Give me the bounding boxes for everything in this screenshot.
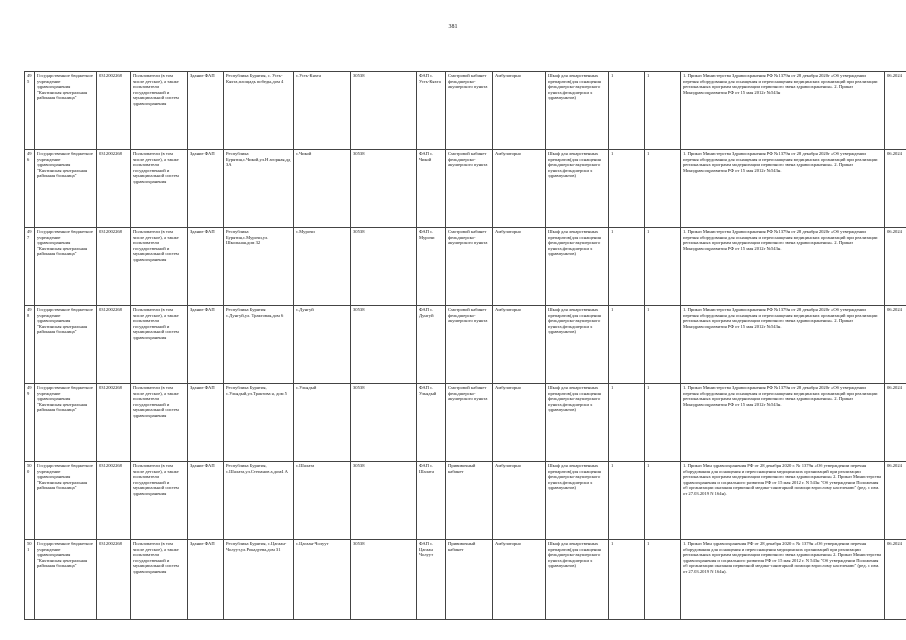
cell-oktmo-code: 30538: [351, 150, 417, 228]
cell-locality: с.Дунгуй: [294, 306, 351, 384]
cell-room-type: Прививочный кабинет: [446, 462, 493, 540]
cell-equipment-name: Шкаф для лекарственных препаратов(для оснащения фельдшерско-акушерского пункта,фельдшерски х здравпунктов): [546, 306, 609, 384]
cell-fap-name: ФАП с. Цагаан Чолуут: [417, 540, 446, 620]
cell-equipment-name: Шкаф для лекарственных препаратов(для оснащения фельдшерско-акушерского пункта,фельдшерски х здравпунктов): [546, 228, 609, 306]
cell-quantity-required: 1: [609, 462, 645, 540]
cell-service-population: Пользователи (в том числе детское), а также пользователи государственной и муниципальной систем здравоохранения: [131, 540, 188, 620]
cell-oktmo-code: 30538: [351, 72, 417, 150]
cell-address: Республика Бурятия с.Дунгуй,ул. Трактовая,дом 6: [224, 306, 294, 384]
cell-service-population: Пользователи (в том числе детское), а также пользователи государственной и муниципальной систем здравоохранения: [131, 306, 188, 384]
cell-row-number: 499: [25, 384, 35, 462]
cell-row-number: 498: [25, 306, 35, 384]
cell-equipment-name: Шкаф для лекарственных препаратов(для оснащения фельдшерско-акушерского пункта,фельдшерски х здравпунктов): [546, 540, 609, 620]
cell-fap-name: ФАП с. Усть-Кяхта: [417, 72, 446, 150]
cell-building-type: Здание ФАП: [188, 228, 224, 306]
cell-delivery-date: 06.2024: [885, 72, 906, 150]
cell-locality: с.Усть-Кяхта: [294, 72, 351, 150]
cell-address: Республика Бурятия, с.Шалата,ул.Степанов а,дом4 А: [224, 462, 294, 540]
cell-care-type: Амбулаторно: [493, 150, 546, 228]
cell-quantity-planned: 1: [645, 228, 681, 306]
cell-locality: с.Мурочи: [294, 228, 351, 306]
cell-care-type: Амбулаторно: [493, 384, 546, 462]
cell-legal-basis: 1. Приказ Министерства Здравоохранения РФ №1379н от 28 декабря 2020г «Об утверждении перечня оборудования для оснащения и переоснащения медицинских организаций при реализации региональных программ модернизации первичного звена здравоохранения». 2. Приказ Минздравсоцразвития РФ от 15 мая 2012г №543н.: [681, 228, 885, 306]
cell-legal-basis: 1. Приказ Министерства Здравоохранения РФ №1379н от 28 декабря 2020г «Об утверждении перечня оборудования для оснащения и переоснащения медицинских организаций при реализации региональных программ модернизации первичного звена здравоохранения». 2. Приказ Минздравсоцразвития РФ от 15 мая 2012г №543н: [681, 72, 885, 150]
cell-fap-name: ФАП с. Дунгуй: [417, 306, 446, 384]
table-row: [25, 228, 906, 306]
cell-oktmo-code: 30538: [351, 228, 417, 306]
cell-address: Республика Бурятия, с.Цагаан-Чолуут,ул.Рокадуева,дом 31: [224, 540, 294, 620]
cell-delivery-date: 06.2024: [885, 306, 906, 384]
cell-locality: с.Ульядый: [294, 384, 351, 462]
cell-quantity-planned: 1: [645, 540, 681, 620]
cell-service-population: Пользователи (в том числе детское), а также пользователи государственной и муниципальной систем здравоохранения: [131, 228, 188, 306]
table-row: [25, 540, 906, 620]
equipment-register-table: [24, 71, 906, 620]
cell-building-type: Здание ФАП: [188, 72, 224, 150]
cell-locality: с.Шалата: [294, 462, 351, 540]
cell-row-number: 497: [25, 228, 35, 306]
cell-care-type: Амбулаторно: [493, 462, 546, 540]
cell-service-population: Пользователи (в том числе детское), а также пользователи государственной и муниципальной систем здравоохранения: [131, 384, 188, 462]
cell-row-number: 496: [25, 150, 35, 228]
cell-address: Республика Бурятия,с.Чикой,ул.Н агорная,дд 3А: [224, 150, 294, 228]
cell-organization-name: Государственное бюджетное учреждение здравоохранения "Кяхтинская центральная районная больница": [35, 72, 97, 150]
cell-fap-name: ФАП с. Шалата: [417, 462, 446, 540]
cell-legal-basis: 1. Приказ Министерства Здравоохранения РФ №1379н от 28 декабря 2020г «Об утверждении перечня оборудования для оснащения и переоснащения медицинских организаций при реализации региональных программ модернизации первичного звена здравоохранения». 2. Приказ Минздравсоцразвития РФ от 15 мая 2012г №543н.: [681, 384, 885, 462]
cell-building-type: Здание ФАП: [188, 540, 224, 620]
cell-quantity-required: 1: [609, 150, 645, 228]
cell-quantity-required: 1: [609, 72, 645, 150]
cell-delivery-date: 06.2024: [885, 150, 906, 228]
cell-organization-code: 0312002268: [97, 228, 131, 306]
cell-row-number: 495: [25, 72, 35, 150]
cell-room-type: Смотровой кабинет фельдшерско-акушерского пункта: [446, 72, 493, 150]
cell-address: Республика Бурятия, с. Усть-Кяхта,площадь победы,дом 4: [224, 72, 294, 150]
table-row: [25, 150, 906, 228]
table-row: [25, 384, 906, 462]
cell-room-type: Прививочный кабинет: [446, 540, 493, 620]
cell-fap-name: ФАП с. Ульядый: [417, 384, 446, 462]
cell-room-type: Смотровой кабинет фельдшерско-акушерского пункта: [446, 384, 493, 462]
cell-quantity-required: 1: [609, 306, 645, 384]
cell-building-type: Здание ФАП: [188, 150, 224, 228]
table-row: [25, 72, 906, 150]
cell-oktmo-code: 30538: [351, 540, 417, 620]
cell-building-type: Здание ФАП: [188, 462, 224, 540]
cell-delivery-date: 06.2024: [885, 462, 906, 540]
cell-organization-name: Государственное бюджетное учреждение здравоохранения "Кяхтинская центральная районная больница": [35, 150, 97, 228]
cell-legal-basis: 1. Приказ Мин здравоохранения РФ от 28 декабря 2020 г. № 1379н «Об утверждении перечня оборудования для оснащения и переоснащения медицинских организаций при реализации региональных программ модернизации первичного звена здравоохранения» 2. Приказ Министерства здравоохранения и социального развития РФ от 15 мая 2012 г. N 543н "Об утверждении Положения об организации оказания первичной медико-санитарной помощи взрослому населению" (ред. с изм. от 27.03.2019 N 164н).: [681, 462, 885, 540]
cell-care-type: Амбулаторно: [493, 228, 546, 306]
cell-oktmo-code: 30538: [351, 306, 417, 384]
cell-fap-name: ФАП с. Чикой: [417, 150, 446, 228]
cell-organization-code: 0312002268: [97, 384, 131, 462]
cell-organization-code: 0312002268: [97, 306, 131, 384]
cell-locality: с.Чикой: [294, 150, 351, 228]
cell-address: Республика Бурятия,с.Мурочи,ул. Школьная,дом 32: [224, 228, 294, 306]
cell-locality: с.Цагаан-Чолуут: [294, 540, 351, 620]
cell-legal-basis: 1. Приказ Мин здравоохранения РФ от 28 декабря 2020 г. № 1379н «Об утверждении перечня оборудования для оснащения и переоснащения медицинских организаций при реализации региональных программ модернизации первичного звена здравоохранения» 2. Приказ Министерства здравоохранения и социального развития РФ от 15 мая 2012 г. N 543н "Об утверждении Положения об организации оказания первичной медико-санитарной помощи взрослому населению" (ред. с изм. от 27.03.2019 N 164н).: [681, 540, 885, 620]
cell-room-type: Смотровой кабинет фельдшерско-акушерского пункта: [446, 306, 493, 384]
page-number: 381: [448, 24, 458, 30]
cell-equipment-name: Шкаф для лекарственных препаратов(для оснащения фельдшерско-акушерского пункта,фельдшерски х здравпунктов): [546, 72, 609, 150]
cell-quantity-required: 1: [609, 384, 645, 462]
cell-service-population: Пользователи (в том числе детское), а также пользователи государственной и муниципальной систем здравоохранения: [131, 150, 188, 228]
cell-building-type: Здание ФАП: [188, 384, 224, 462]
cell-building-type: Здание ФАП: [188, 306, 224, 384]
cell-quantity-required: 1: [609, 228, 645, 306]
cell-row-number: 500: [25, 462, 35, 540]
cell-row-number: 501: [25, 540, 35, 620]
cell-organization-name: Государственное бюджетное учреждение здравоохранения "Кяхтинская центральная районная больница": [35, 384, 97, 462]
cell-organization-name: Государственное бюджетное учреждение здравоохранения "Кяхтинская центральная районная больница": [35, 228, 97, 306]
cell-organization-name: Государственное бюджетное учреждение здравоохранения "Кяхтинская центральная районная больница": [35, 540, 97, 620]
cell-delivery-date: 06.2024: [885, 540, 906, 620]
cell-quantity-planned: 1: [645, 462, 681, 540]
cell-delivery-date: 06.2024: [885, 384, 906, 462]
cell-equipment-name: Шкаф для лекарственных препаратов(для оснащения фельдшерско-акушерского пункта,фельдшерски х здравпунктов): [546, 462, 609, 540]
cell-organization-code: 0312002268: [97, 150, 131, 228]
cell-legal-basis: 1. Приказ Министерства Здравоохранения РФ №1379н от 28 декабря 2020г «Об утверждении перечня оборудования для оснащения и переоснащения медицинских организаций при реализации региональных программ модернизации первичного звена здравоохранения». 2. Приказ Минздравсоцразвития РФ от 15 мая 2012г №543н.: [681, 306, 885, 384]
cell-organization-name: Государственное бюджетное учреждение здравоохранения "Кяхтинская центральная районная больница": [35, 306, 97, 384]
cell-address: Республика Бурятия, с.Ульядый,ул.Трактова я, дом 5: [224, 384, 294, 462]
register-body: [25, 72, 906, 620]
table-row: [25, 462, 906, 540]
cell-quantity-required: 1: [609, 540, 645, 620]
cell-quantity-planned: 1: [645, 384, 681, 462]
cell-organization-code: 0312002268: [97, 462, 131, 540]
cell-organization-code: 0312002268: [97, 540, 131, 620]
cell-fap-name: ФАП с. Мурочи: [417, 228, 446, 306]
cell-quantity-planned: 1: [645, 72, 681, 150]
cell-organization-code: 0312002268: [97, 72, 131, 150]
cell-service-population: Пользователи (в том числе детское), а также пользователи государственной и муниципальной систем здравоохранения: [131, 72, 188, 150]
cell-delivery-date: 06.2024: [885, 228, 906, 306]
cell-organization-name: Государственное бюджетное учреждение здравоохранения "Кяхтинская центральная районная больница": [35, 462, 97, 540]
cell-care-type: Амбулаторно: [493, 72, 546, 150]
cell-care-type: Амбулаторно: [493, 306, 546, 384]
cell-oktmo-code: 30538: [351, 384, 417, 462]
cell-equipment-name: Шкаф для лекарственных препаратов(для оснащения фельдшерско-акушерского пункта,фельдшерски х здравпунктов): [546, 384, 609, 462]
cell-legal-basis: 1. Приказ Министерства Здравоохранения РФ №1379н от 28 декабря 2020г «Об утверждении перечня оборудования для оснащения и переоснащения медицинских организаций при реализации региональных программ модернизации первичного звена здравоохранения». 2. Приказ Минздравсоцразвития РФ от 15 мая 2012г №543н.: [681, 150, 885, 228]
cell-service-population: Пользователи (в том числе детское), а также пользователи государственной и муниципальной систем здравоохранения: [131, 462, 188, 540]
table-row: [25, 306, 906, 384]
cell-oktmo-code: 30538: [351, 462, 417, 540]
cell-care-type: Амбулаторно: [493, 540, 546, 620]
cell-room-type: Смотровой кабинет фельдшерско-акушерского пункта: [446, 228, 493, 306]
cell-equipment-name: Шкаф для лекарственных препаратов(для оснащения фельдшерско-акушерского пункта,фельдшерски х здравпунктов): [546, 150, 609, 228]
cell-quantity-planned: 1: [645, 306, 681, 384]
cell-room-type: Смотровой кабинет фельдшерско-акушерского пункта: [446, 150, 493, 228]
cell-quantity-planned: 1: [645, 150, 681, 228]
